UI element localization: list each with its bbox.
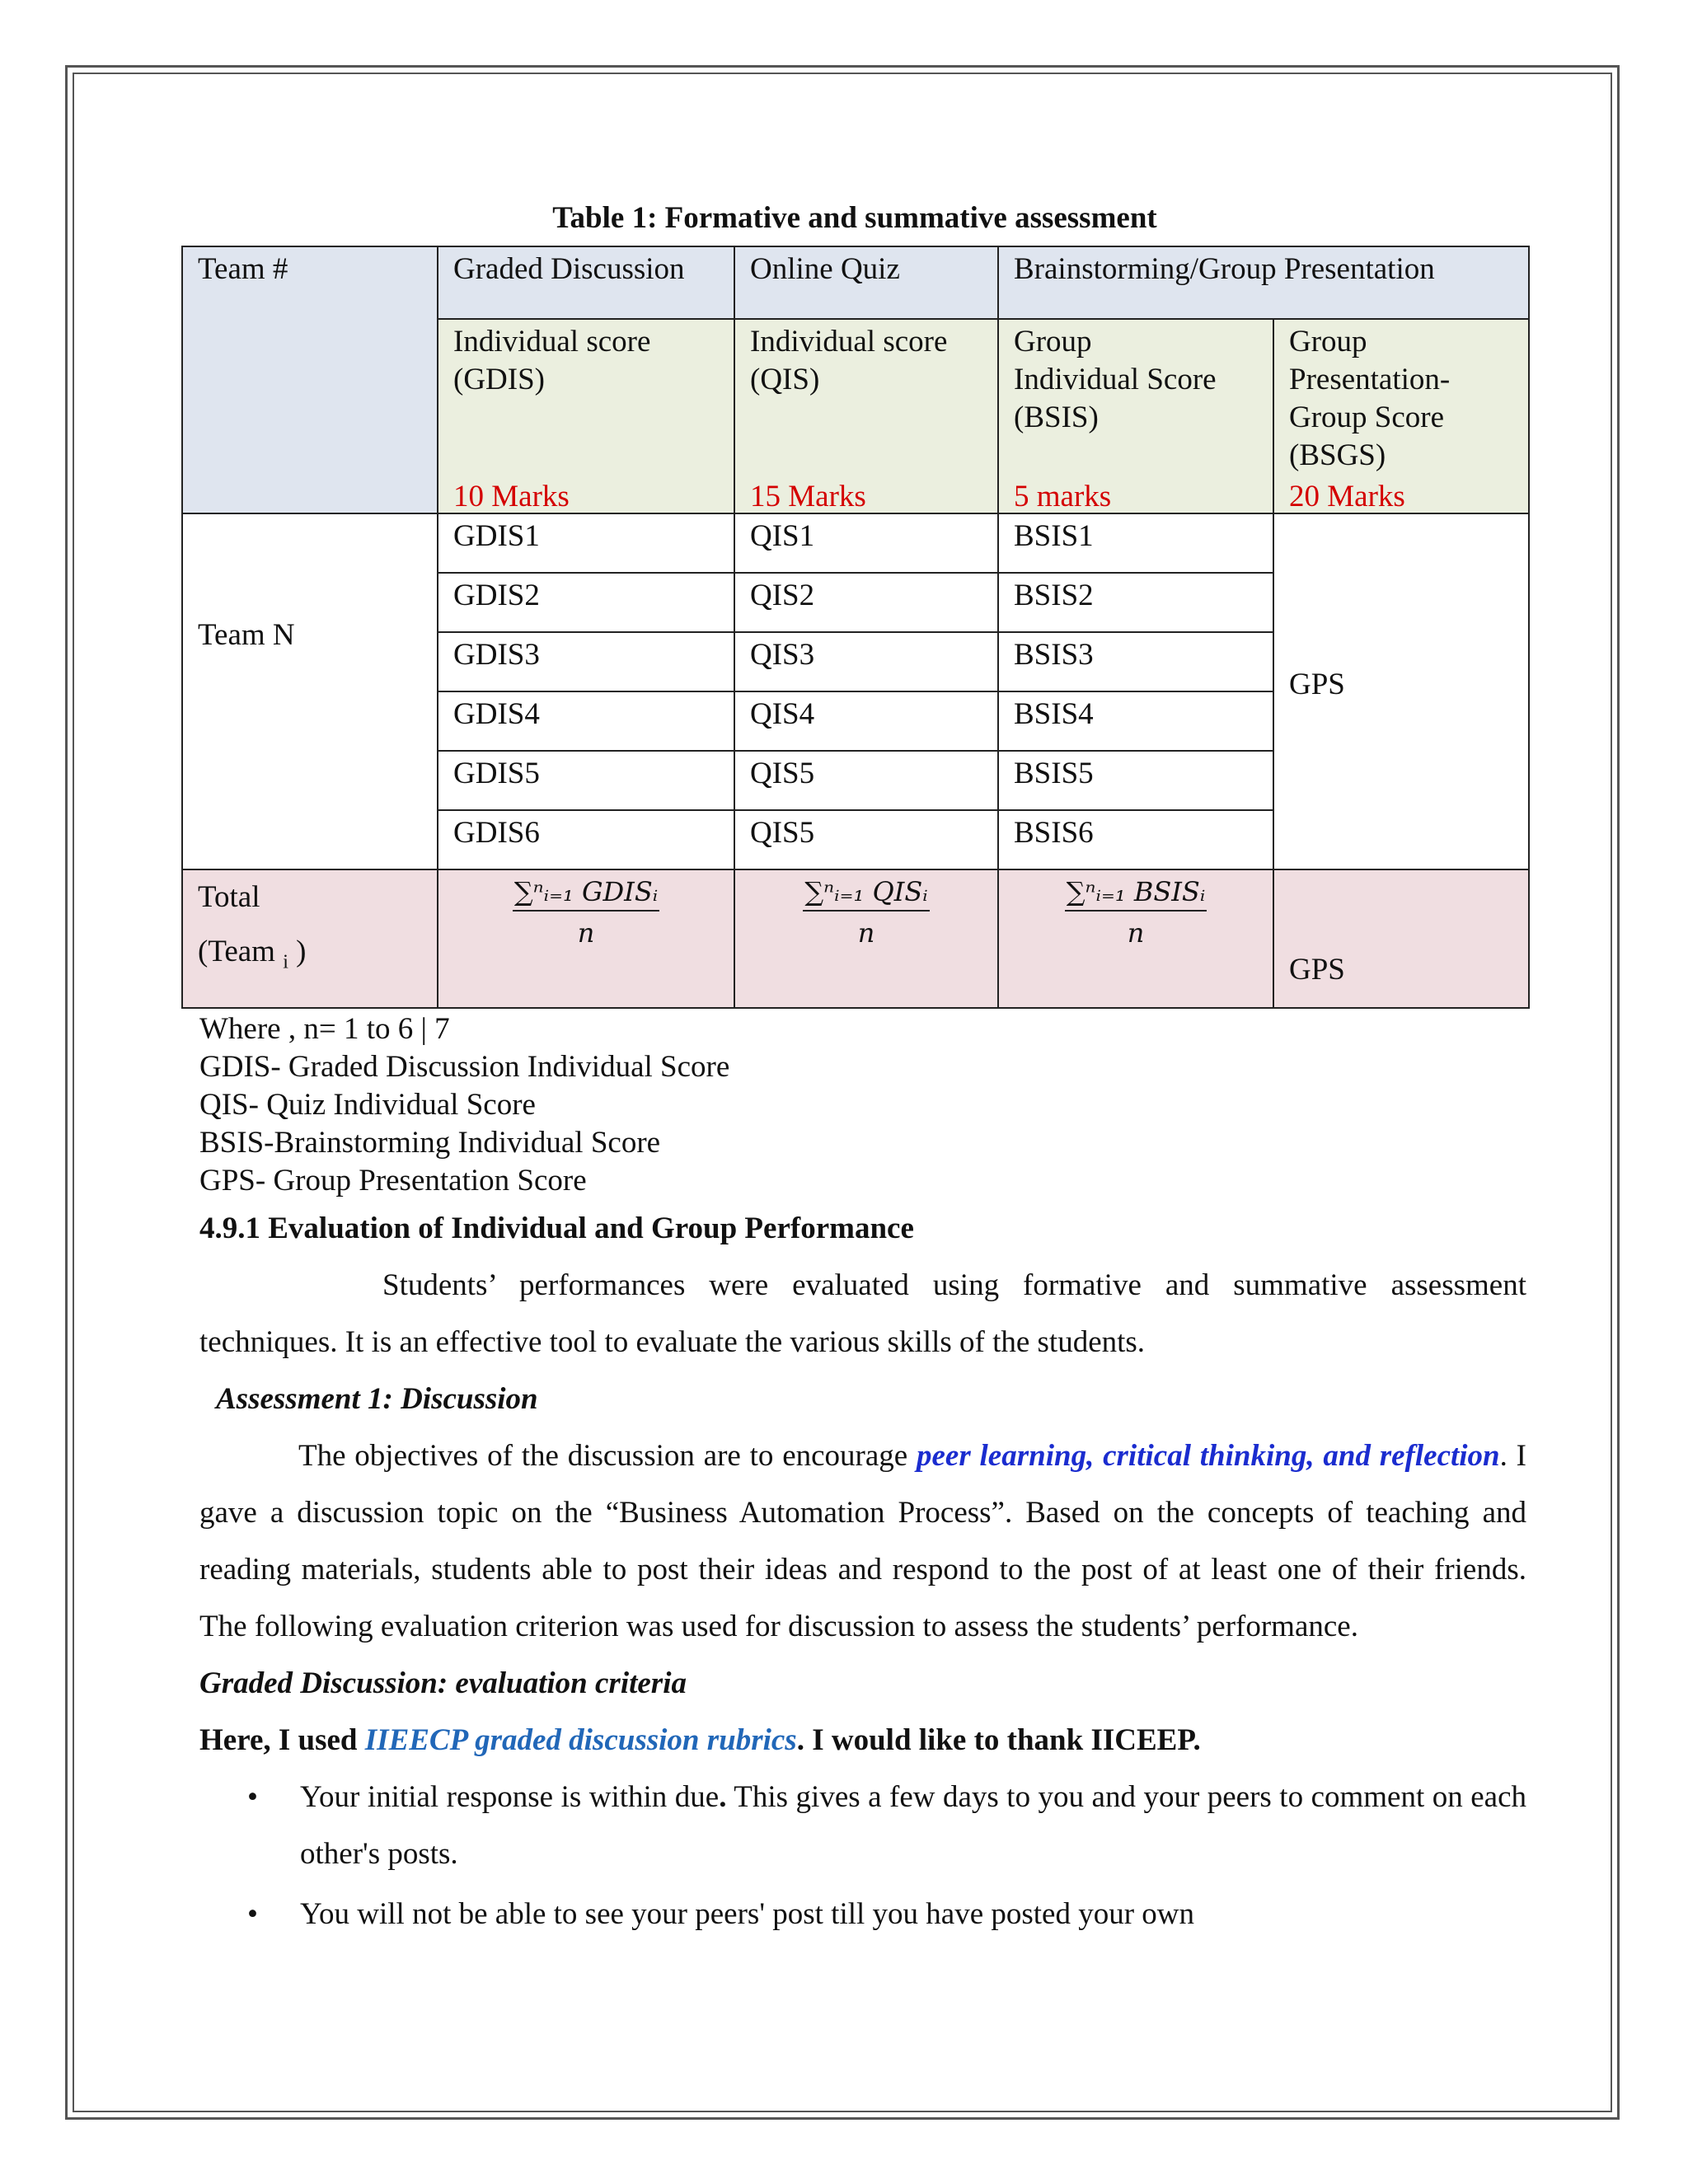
legend-item: GPS- Group Presentation Score (199, 1164, 587, 1197)
table-cell: QIS5 (734, 751, 998, 810)
subheader-qis: Individual score (QIS) 15 Marks (734, 319, 998, 513)
table-cell: BSIS6 (998, 810, 1273, 869)
table-cell: BSIS1 (998, 513, 1273, 573)
legend-item: GDIS- Graded Discussion Individual Score (199, 1050, 730, 1084)
rubric-line: Here, I used IIEECP graded discussion rubrics. I would like to thank IICEEP. (199, 1723, 1201, 1757)
header-online-quiz: Online Quiz (734, 246, 998, 319)
list-item: • You will not be able to see your peers' post till you have posted your own (183, 1886, 1526, 1943)
marks-bsis: 5 marks (1014, 480, 1112, 513)
marks-gdis: 10 Marks (453, 480, 570, 513)
table-cell: BSIS2 (998, 573, 1273, 632)
subheader-bsis: Group Individual Score (BSIS) 5 marks (998, 319, 1273, 513)
document-content (183, 198, 1526, 1943)
table-cell: GDIS4 (438, 691, 734, 751)
table-cell: BSIS3 (998, 632, 1273, 691)
gps-cell: GPS (1273, 513, 1529, 869)
legend-item: Where , n= 1 to 6 | 7 (199, 1012, 450, 1046)
assessment-heading: Assessment 1: Discussion (216, 1382, 538, 1416)
team-cell: Team N (182, 513, 438, 869)
table-cell: BSIS4 (998, 691, 1273, 751)
subheader-gdis: Individual score (GDIS) 10 Marks (438, 319, 734, 513)
table-legend (183, 1010, 1526, 1200)
marks-bsgs: 20 Marks (1289, 480, 1405, 513)
total-gps-cell: GPS (1273, 869, 1529, 1008)
subheader-bsgs: Group Presentation- Group Score (BSGS) 20 Marks (1273, 319, 1529, 513)
rubric-link[interactable]: IIEECP graded discussion rubrics (364, 1723, 797, 1757)
table-cell: QIS3 (734, 632, 998, 691)
table-cell: GDIS6 (438, 810, 734, 869)
header-graded-discussion: Graded Discussion (438, 246, 734, 319)
criteria-list (183, 1769, 1526, 1943)
legend-item: QIS- Quiz Individual Score (199, 1088, 536, 1122)
bullet-icon: • (247, 1780, 258, 1814)
criteria-heading: Graded Discussion: evaluation criteria (199, 1666, 687, 1700)
assessment-table (181, 246, 1530, 1009)
table-cell: GDIS2 (438, 573, 734, 632)
total-gdis-formula: $\frac{\text{∑ⁿᵢ₌₁ GDISᵢ}}{n}$ (438, 869, 734, 1008)
table-cell: BSIS5 (998, 751, 1273, 810)
table-cell: GDIS5 (438, 751, 734, 810)
header-brainstorming: Brainstorming/Group Presentation (998, 246, 1529, 319)
table-cell: QIS2 (734, 573, 998, 632)
table-cell: QIS1 (734, 513, 998, 573)
table-cell: GDIS3 (438, 632, 734, 691)
list-item: • Your initial response is within due. This gives a few days to you and your peers to comment on each other's posts. (183, 1769, 1526, 1882)
section-heading: 4.9.1 Evaluation of Individual and Group Performance (199, 1212, 914, 1245)
total-bsis-formula: $\frac{\text{∑ⁿᵢ₌₁ BSISᵢ}}{n}$ (998, 869, 1273, 1008)
intro-paragraph: Students’ performances were evaluated using formative and summative assessment techniques. It is an effective tool to evaluate the various skills of the students. (199, 1268, 1526, 1359)
header-team: Team # (182, 246, 438, 513)
legend-item: BSIS-Brainstorming Individual Score (199, 1126, 661, 1160)
objectives-emphasis: peer learning, critical thinking, and reflection (917, 1439, 1500, 1473)
bullet-icon: • (247, 1897, 258, 1931)
table-cell: GDIS1 (438, 513, 734, 573)
total-qis-formula: $\frac{\text{∑ⁿᵢ₌₁ QISᵢ}}{n}$ (734, 869, 998, 1008)
table-title: Table 1: Formative and summative assessment (552, 201, 1157, 235)
objectives-paragraph: The objectives of the discussion are to encourage peer learning, critical thinking, and reflection. I gave a discussion topic on the “Business Automation Process”. Based on the concepts of teaching and reading materials, students able to post their ideas and respond to the post of at least one of their friends. The following evaluation criterion was used for discussion to assess the students’ performance. (199, 1439, 1527, 1643)
table-cell: QIS5 (734, 810, 998, 869)
table-cell: QIS4 (734, 691, 998, 751)
total-label-cell: Total (Team $_i$ ) (182, 869, 438, 1008)
marks-qis: 15 Marks (750, 480, 866, 513)
